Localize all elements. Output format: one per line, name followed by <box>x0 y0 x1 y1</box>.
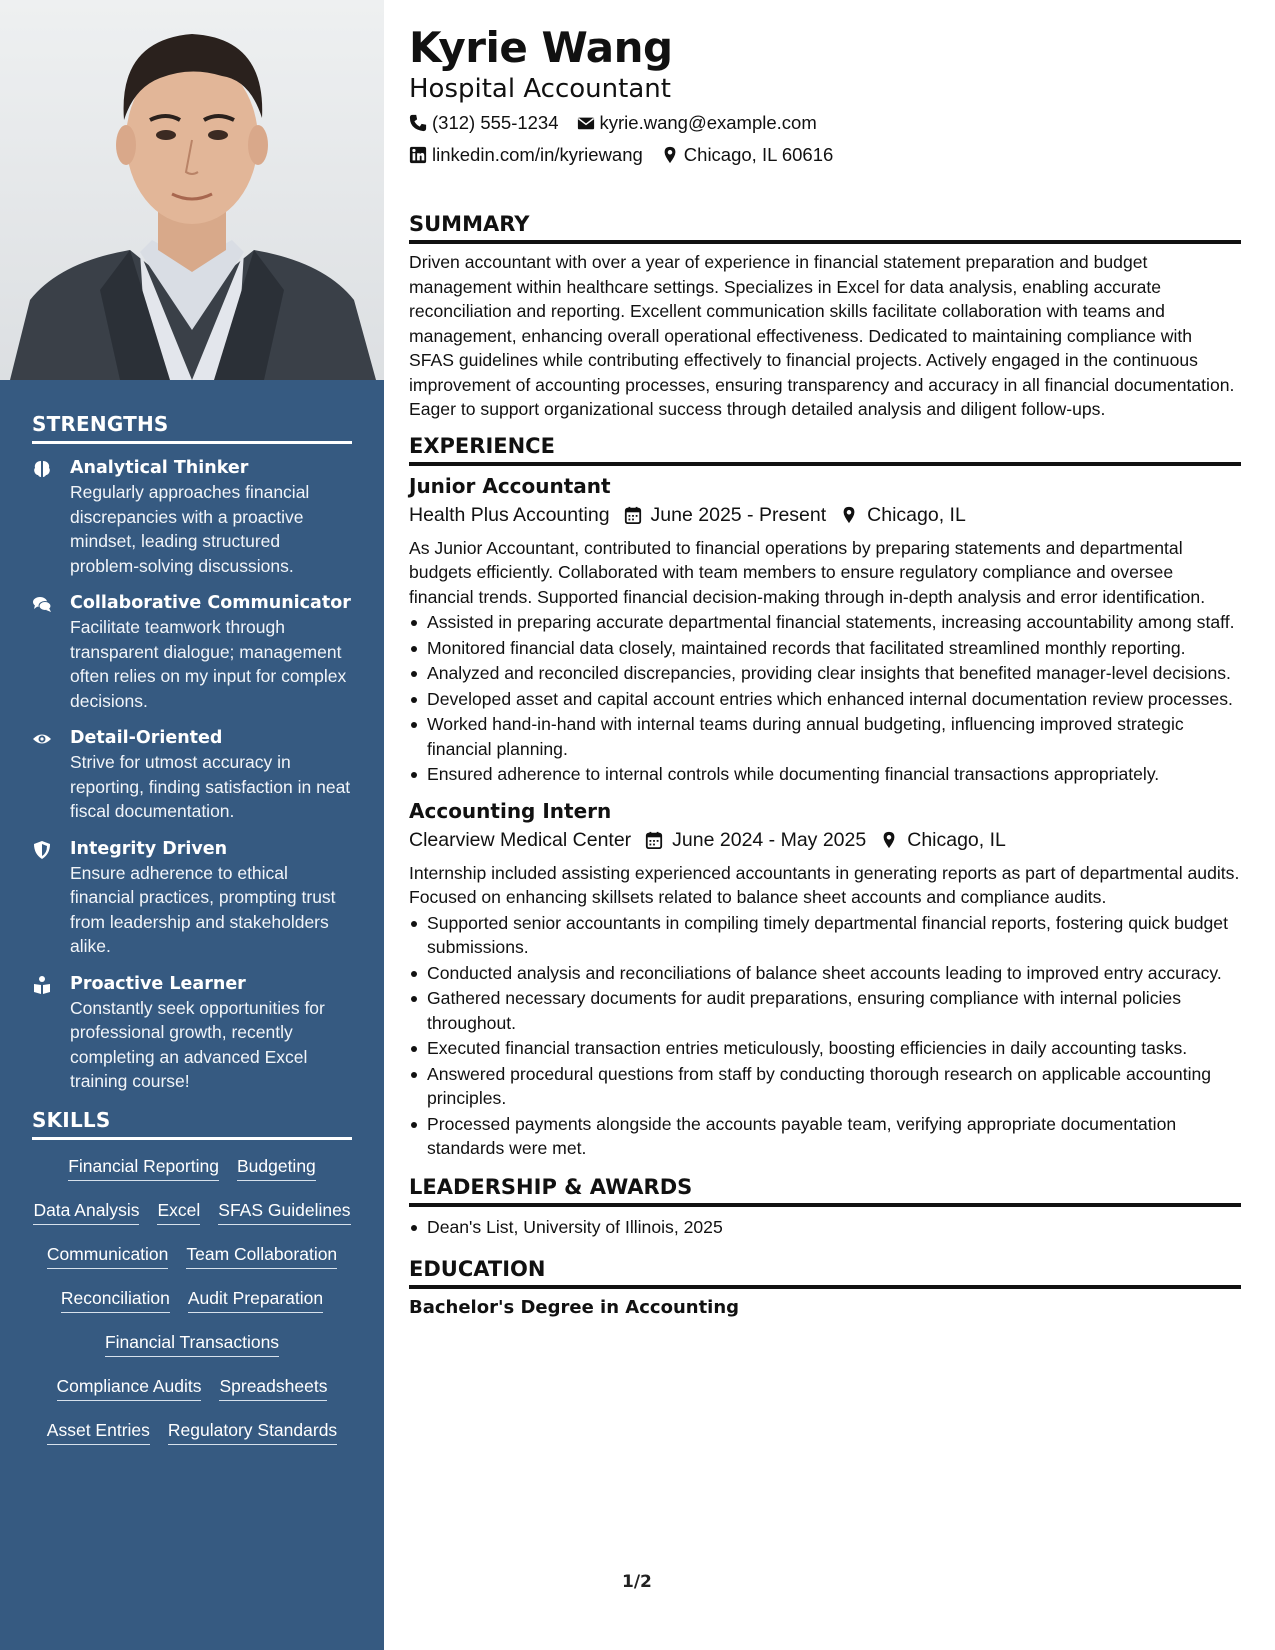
strength-title: Proactive Learner <box>70 973 246 994</box>
brain-icon <box>32 459 52 479</box>
job-dates: June 2024 - May 2025 <box>672 828 867 851</box>
job-entry <box>409 472 1241 787</box>
skill-tag: Regulatory Standards <box>168 1418 337 1445</box>
bullet-item: Processed payments alongside the accounts payable team, verifying appropriate documentation standards were met. <box>409 1112 1241 1161</box>
book-reader-icon <box>32 975 52 995</box>
skills-heading: SKILLS <box>32 1108 352 1140</box>
company-name: Clearview Medical Center <box>409 828 632 851</box>
linkedin-contact[interactable] <box>409 140 643 170</box>
job-title: Junior Accountant <box>409 473 611 498</box>
page-indicator: 1/2 <box>622 1572 652 1592</box>
email-text: kyrie.wang@example.com <box>599 112 817 133</box>
contact-row <box>409 140 1241 170</box>
leadership-heading: LEADERSHIP & AWARDS <box>409 1173 1241 1207</box>
eye-icon <box>32 729 52 749</box>
strength-item <box>32 456 352 578</box>
sidebar <box>0 0 384 1650</box>
skill-tag: Data Analysis <box>33 1198 139 1225</box>
job-bullets <box>409 610 1241 787</box>
job-dates: June 2025 - Present <box>650 503 827 526</box>
job-meta <box>409 825 1241 855</box>
contact-row <box>409 108 1241 138</box>
experience-heading: EXPERIENCE <box>409 432 1241 466</box>
award-item: Dean's List, University of Illinois, 2025 <box>409 1215 1241 1240</box>
job-bullets <box>409 911 1241 1161</box>
skill-tag: Financial Transactions <box>105 1330 279 1357</box>
bullet-item: Analyzed and reconciled discrepancies, providing clear insights that benefited manager-level decisions. <box>409 661 1241 686</box>
job-meta <box>409 500 1241 530</box>
strengths-heading: STRENGTHS <box>32 412 352 444</box>
skill-tag: Compliance Audits <box>57 1374 202 1401</box>
linkedin-text: linkedin.com/in/kyriewang <box>432 144 643 165</box>
email-contact[interactable] <box>577 108 817 138</box>
job-entry <box>409 797 1241 1161</box>
bullet-item: Executed financial transaction entries meticulously, boosting efficiencies in daily accounting tasks. <box>409 1036 1241 1061</box>
strength-description: Strive for utmost accuracy in reporting, finding satisfaction in neat fiscal documentation. <box>70 752 351 821</box>
job-location: Chicago, IL <box>867 503 966 526</box>
bullet-item: Worked hand-in-hand with internal teams during annual budgeting, influencing improved strategic financial planning. <box>409 712 1241 761</box>
strength-description: Facilitate teamwork through transparent dialogue; management often relies on my input for complex decisions. <box>70 617 347 711</box>
strength-title: Collaborative Communicator <box>70 593 351 613</box>
comments-icon <box>32 594 52 614</box>
skill-tag: Excel <box>157 1198 200 1225</box>
skills-list <box>32 1154 352 1445</box>
bullet-item: Gathered necessary documents for audit preparations, ensuring compliance with internal policies throughout. <box>409 986 1241 1035</box>
strength-title: Detail-Oriented <box>70 728 223 748</box>
linkedin-icon <box>409 146 427 164</box>
job-title: Accounting Intern <box>409 798 612 823</box>
bullet-item: Supported senior accountants in compiling timely departmental financial reports, fostering quick budget submissions. <box>409 911 1241 960</box>
bullet-item: Ensured adherence to internal controls while documenting financial transactions appropriately. <box>409 762 1241 787</box>
leadership-list <box>409 1215 1241 1240</box>
map-marker-icon <box>661 146 679 164</box>
shield-icon <box>32 840 52 860</box>
strength-title: Integrity Driven <box>70 838 228 859</box>
education-heading: EDUCATION <box>409 1255 1241 1289</box>
skill-tag: Budgeting <box>237 1154 316 1181</box>
summary-heading: SUMMARY <box>409 210 1241 244</box>
job-location: Chicago, IL <box>907 828 1006 851</box>
main-content <box>409 22 1241 1321</box>
strength-description: Constantly seek opportunities for professional growth, recently completing an advanced Excel training course! <box>70 997 325 1091</box>
skill-tag: Reconciliation <box>61 1286 170 1313</box>
candidate-name: Kyrie Wang <box>409 23 673 72</box>
location-text: Chicago, IL 60616 <box>683 144 834 165</box>
summary-text: Driven accountant with over a year of experience in financial statement preparation and budget management within healthcare settings. Specializes in Excel for data analysis, enabling accurate reconciliation and reporting. Excellent communication skills facilitate collaboration with teams and management, enhancing overall operational effectiveness. Dedicated to maintaining compliance with SFAS guidelines while contributing effectively to financial projects. Actively engaged in the continuous improvement of accounting processes, ensuring transparency and accuracy in all financial documentation. Eager to support organizational success through detailed analysis and diligent follow-ups. <box>409 252 1235 419</box>
envelope-icon <box>577 114 595 132</box>
calendar-icon <box>645 831 663 849</box>
skill-tag: Financial Reporting <box>68 1154 219 1181</box>
degree-title: Bachelor's Degree in Accounting <box>409 1297 740 1318</box>
skill-tag: Team Collaboration <box>186 1242 337 1269</box>
skill-tag: SFAS Guidelines <box>218 1198 350 1225</box>
location-contact <box>661 140 833 170</box>
phone-icon <box>409 114 427 132</box>
job-description: As Junior Accountant, contributed to financial operations by preparing statements and departmental budgets efficiently. Collaborated with team members to ensure regulatory compliance and oversee financial trends. Supported financial decision-making through in-depth analysis and error identification. <box>409 537 1206 607</box>
bullet-item: Assisted in preparing accurate departmental financial statements, increasing accountability among staff. <box>409 610 1241 635</box>
skill-tag: Audit Preparation <box>188 1286 323 1313</box>
job-title-headline: Hospital Accountant <box>409 74 671 104</box>
skill-tag: Spreadsheets <box>219 1374 327 1401</box>
phone-contact[interactable] <box>409 108 559 138</box>
strength-description: Regularly approaches financial discrepancies with a proactive mindset, leading structured problem-solving discussions. <box>70 482 310 576</box>
skill-tag: Asset Entries <box>47 1418 150 1445</box>
bullet-item: Monitored financial data closely, maintained records that facilitated streamlined monthly reporting. <box>409 636 1241 661</box>
calendar-icon <box>624 506 642 524</box>
strength-title: Analytical Thinker <box>70 458 249 478</box>
company-name: Health Plus Accounting <box>409 503 610 526</box>
map-marker-icon <box>880 831 898 849</box>
job-description: Internship included assisting experienced accountants in generating reports as part of departmental audits. Focused on enhancing skillsets related to balance sheet accounts and compliance audits. <box>409 862 1240 907</box>
strength-item <box>32 972 352 1094</box>
strength-item <box>32 726 352 824</box>
map-marker-icon <box>840 506 858 524</box>
phone-text: (312) 555-1234 <box>432 112 559 133</box>
bullet-item: Developed asset and capital account entries which enhanced internal documentation review processes. <box>409 687 1241 712</box>
bullet-item: Answered procedural questions from staff by conducting thorough research on applicable accounting principles. <box>409 1062 1241 1111</box>
profile-photo <box>0 0 384 380</box>
bullet-item: Conducted analysis and reconciliations of balance sheet accounts leading to improved entry accuracy. <box>409 961 1241 986</box>
strength-item <box>32 591 352 713</box>
strength-description: Ensure adherence to ethical financial practices, prompting trust from leadership and stakeholders alike. <box>70 862 336 956</box>
skill-tag: Communication <box>47 1242 169 1269</box>
strength-item <box>32 837 352 959</box>
